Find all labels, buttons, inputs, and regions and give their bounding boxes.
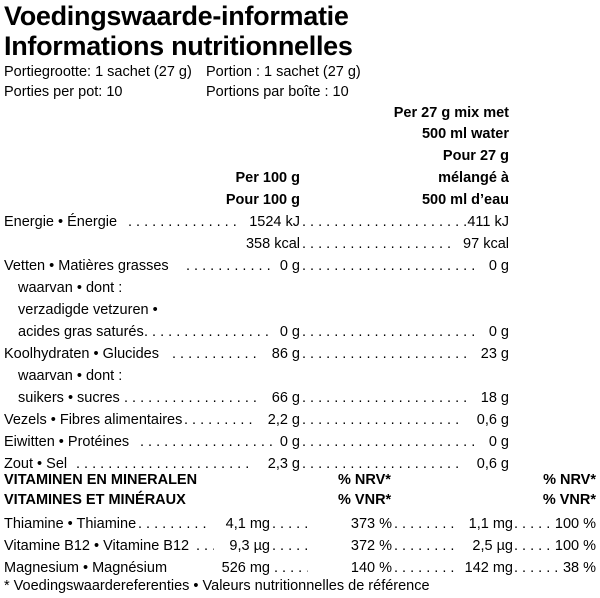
nrv-header-per100: % NRV* xyxy=(338,472,391,488)
pct-per27: 38 % xyxy=(562,560,596,576)
col-mix-line-2: 500 ml water xyxy=(421,126,509,142)
dot-leader xyxy=(274,558,308,578)
value-per100: 66 g xyxy=(271,390,300,406)
value-per27: 0,6 g xyxy=(476,456,509,472)
value-per27: 0,6 g xyxy=(476,412,509,428)
value-per100: 86 g xyxy=(271,346,300,362)
dot-leader xyxy=(514,536,550,556)
value-per27: 0 g xyxy=(488,434,509,450)
value-per27: 411 kJ xyxy=(467,214,509,230)
dot-leader xyxy=(186,256,272,276)
dot-leader xyxy=(272,536,308,556)
vnr-header-per100: % VNR* xyxy=(338,492,392,508)
pct-per100: 372 % xyxy=(350,538,392,554)
value-per100: 0 g xyxy=(279,324,300,340)
col-mix-line-5: 500 ml d’eau xyxy=(421,192,509,208)
dot-leader xyxy=(128,212,240,232)
nrv-header-per27: % NRV* xyxy=(543,472,596,488)
dot-leader xyxy=(302,344,470,364)
value-per100: 1524 kJ xyxy=(249,214,300,230)
row-label: Eiwitten • Protéines xyxy=(4,434,130,450)
row-label: Energie • Énergie xyxy=(4,214,118,230)
value-per27: 0 g xyxy=(488,258,509,274)
servings-per-pack-fr: Portions par boîte : 10 xyxy=(206,84,349,100)
value-per27: 0 g xyxy=(488,324,509,340)
footnote: * Voedingswaardereferenties • Valeurs nutritionnelles de référence xyxy=(4,578,430,594)
value-per100: 4,1 mg xyxy=(225,516,270,532)
dot-leader xyxy=(124,388,260,408)
dot-leader xyxy=(302,410,462,430)
value-per100: 0 g xyxy=(279,434,300,450)
dot-leader xyxy=(184,410,252,430)
value-per100: 2,3 g xyxy=(267,456,300,472)
pct-per100: 140 % xyxy=(350,560,392,576)
row-label: Vezels • Fibres alimentaires xyxy=(4,412,183,428)
value-per27: 2,5 µg xyxy=(472,538,513,554)
dot-leader xyxy=(272,514,308,534)
col-mix-line-1: Per 27 g mix met xyxy=(393,105,509,121)
servings-per-pack-nl: Porties per pot: 10 xyxy=(4,84,123,100)
sub-label-saturates-nl: verzadigde vetzuren • xyxy=(18,302,158,318)
value-per27: 142 mg xyxy=(464,560,513,576)
dot-leader xyxy=(302,212,466,232)
value-per27: 1,1 mg xyxy=(468,516,513,532)
row-label: Zout • Sel xyxy=(4,456,68,472)
col-per100-nl: Per 100 g xyxy=(235,170,300,186)
dot-leader xyxy=(172,344,260,364)
dot-leader xyxy=(302,256,480,276)
dot-leader xyxy=(394,514,458,534)
row-label: Vetten • Matières grasses xyxy=(4,258,169,274)
value-per100: 2,2 g xyxy=(267,412,300,428)
value-per27: 97 kcal xyxy=(463,236,509,252)
dot-leader xyxy=(302,234,456,254)
value-per100: 358 kcal xyxy=(245,236,300,252)
dot-leader xyxy=(302,322,480,342)
dot-leader xyxy=(196,536,214,556)
dot-leader xyxy=(138,514,206,534)
row-label: Vitamine B12 • Vitamine B12 xyxy=(4,538,190,554)
col-mix-line-3: Pour 27 g xyxy=(442,148,509,164)
dot-leader xyxy=(514,558,558,578)
value-per100: 0 g xyxy=(279,258,300,274)
col-mix-line-4: mélangé à xyxy=(438,170,509,186)
sub-label-of-which: waarvan • dont : xyxy=(18,280,123,296)
dot-leader xyxy=(140,432,272,452)
row-label: suikers • sucres xyxy=(18,390,120,406)
row-label: acides gras saturés xyxy=(18,324,144,340)
dot-leader xyxy=(302,432,480,452)
sub-label-of-which: waarvan • dont : xyxy=(18,368,123,384)
dot-leader xyxy=(394,558,454,578)
row-label: Magnesium • Magnésium xyxy=(4,560,168,576)
serving-size-nl: Portiegrootte: 1 sachet (27 g) xyxy=(4,64,192,80)
dot-leader xyxy=(144,322,272,342)
value-per27: 23 g xyxy=(480,346,509,362)
vitamins-heading-fr: VITAMINES ET MINÉRAUX xyxy=(4,492,186,508)
pct-per27: 100 % xyxy=(554,516,596,532)
title-dutch: Voedingswaarde-informatie xyxy=(4,1,349,31)
row-label: Thiamine • Thiamine xyxy=(4,516,137,532)
vnr-header-per27: % VNR* xyxy=(542,492,596,508)
col-per100-fr: Pour 100 g xyxy=(225,192,300,208)
pct-per100: 373 % xyxy=(350,516,392,532)
row-label: Koolhydraten • Glucides xyxy=(4,346,159,362)
dot-leader xyxy=(514,514,550,534)
dot-leader xyxy=(394,536,456,556)
value-per27: 18 g xyxy=(480,390,509,406)
vitamins-heading-nl: VITAMINEN EN MINERALEN xyxy=(4,472,198,488)
serving-size-fr: Portion : 1 sachet (27 g) xyxy=(206,64,361,80)
pct-per27: 100 % xyxy=(554,538,596,554)
value-per100: 9,3 µg xyxy=(229,538,270,554)
title-french: Informations nutritionnelles xyxy=(4,31,353,61)
value-per100: 526 mg xyxy=(221,560,270,576)
dot-leader xyxy=(302,388,472,408)
